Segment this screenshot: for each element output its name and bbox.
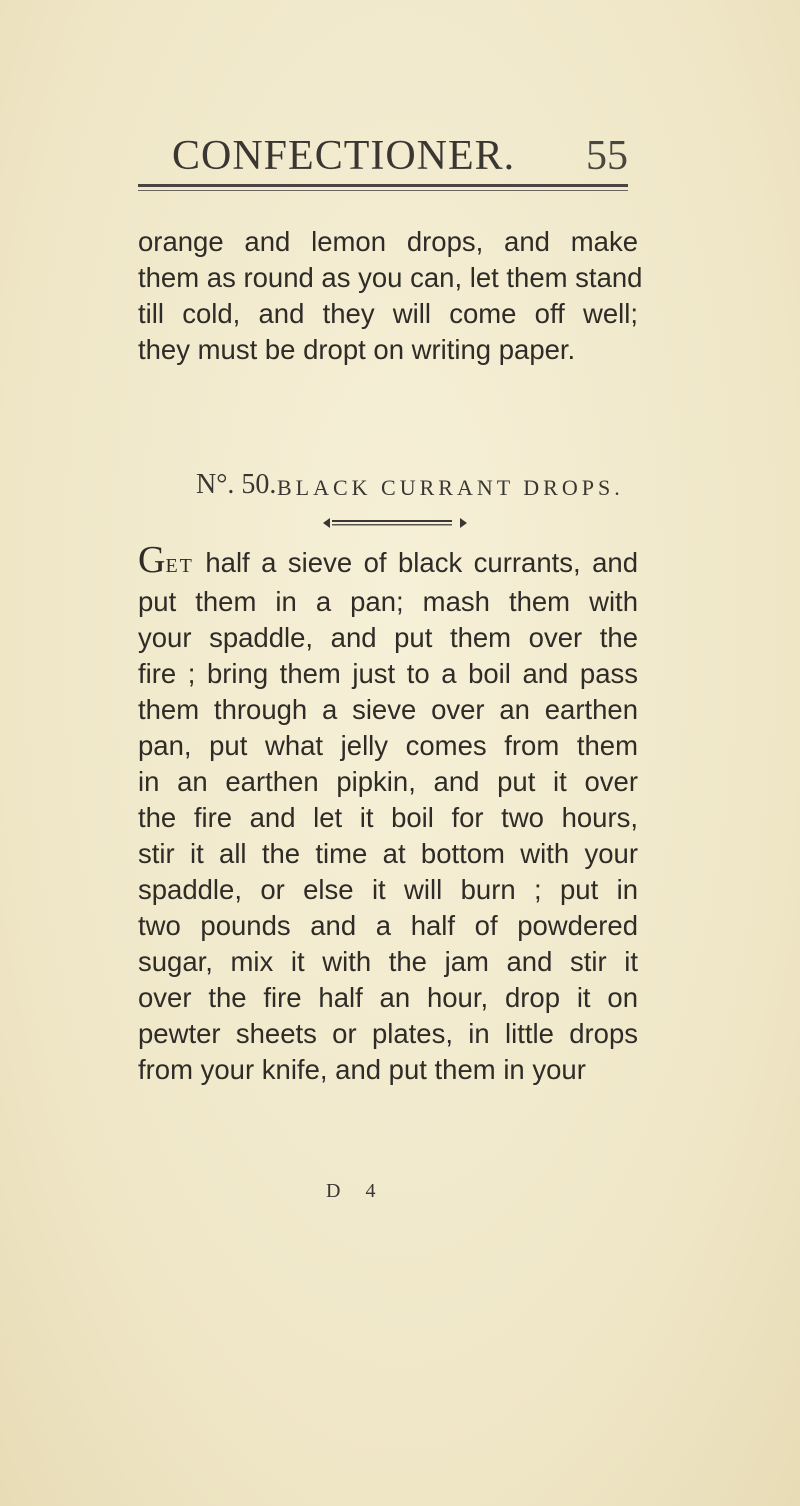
recipe-number: N°. 50. xyxy=(196,469,277,500)
text-line: your spaddle, and put them over the xyxy=(138,622,638,653)
running-head xyxy=(0,132,800,182)
recipe-first-line-text: half a sieve of black currants, and xyxy=(193,547,638,578)
running-title: CONFECTIONER. xyxy=(172,133,516,179)
text-line: pewter sheets or plates, in little drops xyxy=(138,1018,638,1049)
text-line: they must be dropt on writing paper. xyxy=(138,334,576,365)
text-line: them through a sieve over an earthen xyxy=(138,694,638,725)
recipe-body xyxy=(138,539,638,1088)
text-line: in an earthen pipkin, and put it over xyxy=(138,766,638,797)
text-line: pan, put what jelly comes from them xyxy=(138,730,638,761)
text-line: over the fire half an hour, drop it on xyxy=(138,982,638,1013)
text-line: put them in a pan; mash them with xyxy=(138,586,638,617)
page-number: 55 xyxy=(586,133,628,179)
text-line: sugar, mix it with the jam and stir it xyxy=(138,946,638,977)
text-line: orange and lemon drops, and make xyxy=(138,226,638,257)
header-rule-thick xyxy=(138,184,628,187)
continued-paragraph xyxy=(138,224,643,368)
recipe-initial: G xyxy=(138,539,166,581)
text-line: spaddle, or else it will burn ; put in xyxy=(138,874,638,905)
signature-mark: D 4 xyxy=(326,1180,386,1202)
text-line: the fire and let it boil for two hours, xyxy=(138,802,638,833)
recipe-initial-rest: ET xyxy=(165,555,194,577)
recipe-title: BLACK CURRANT DROPS. xyxy=(277,475,624,500)
text-line: them as round as you can, let them stand xyxy=(138,262,643,293)
text-line: stir it all the time at bottom with your xyxy=(138,838,638,869)
header-rule-thin xyxy=(138,190,628,191)
text-line: till cold, and they will come off well; xyxy=(138,298,638,329)
recipe-first-line xyxy=(138,539,638,584)
text-line: from your knife, and put them in your xyxy=(138,1054,586,1085)
text-line: two pounds and a half of powdered xyxy=(138,910,638,941)
ornament-rule-icon xyxy=(323,516,467,530)
text-line: fire ; bring them just to a boil and pass xyxy=(138,658,638,689)
